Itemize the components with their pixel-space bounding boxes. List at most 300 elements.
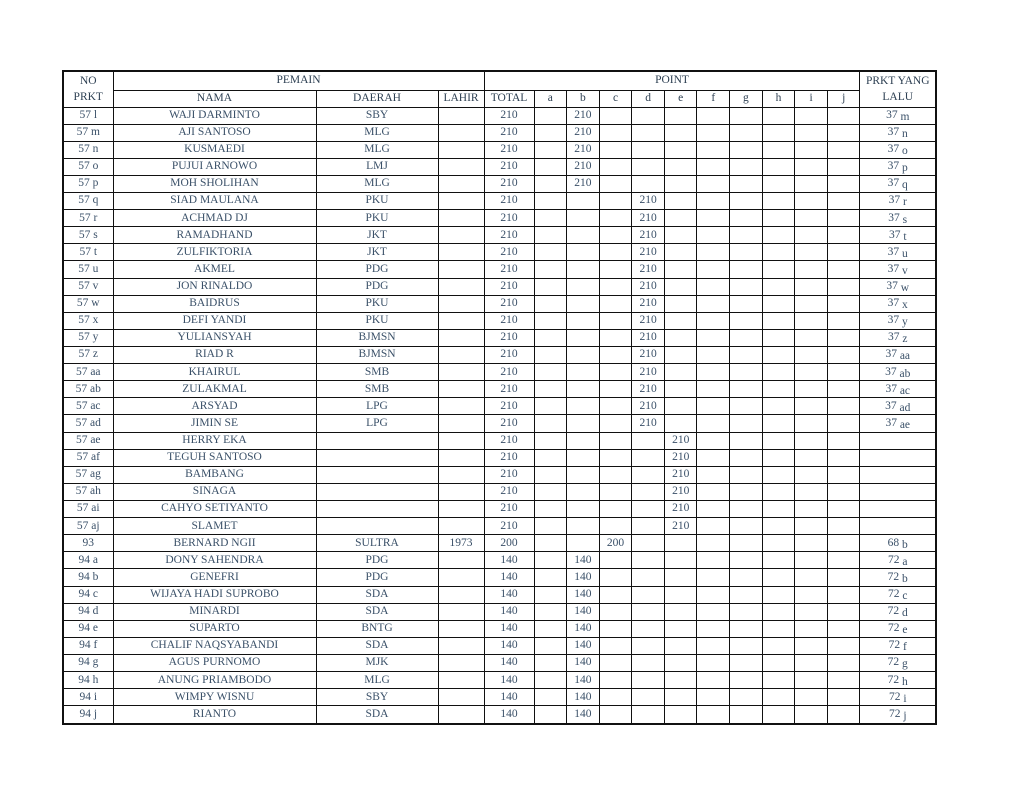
cell-no-prkt: 57 x bbox=[63, 312, 113, 329]
cell-lahir bbox=[438, 637, 484, 654]
prkt-lalu-letter: r bbox=[903, 196, 907, 209]
table-row bbox=[63, 347, 936, 364]
cell-point-g bbox=[730, 227, 763, 244]
table-row bbox=[63, 449, 936, 466]
cell-total: 210 bbox=[484, 432, 534, 449]
cell-daerah bbox=[316, 483, 438, 500]
cell-point-c bbox=[599, 329, 632, 346]
cell-point-b bbox=[567, 193, 600, 210]
cell-point-e bbox=[664, 672, 697, 689]
cell-point-e bbox=[664, 193, 697, 210]
cell-point-c bbox=[599, 175, 632, 192]
cell-point-h bbox=[762, 706, 795, 724]
cell-lahir: 1973 bbox=[438, 535, 484, 552]
cell-point-h bbox=[762, 466, 795, 483]
cell-point-i bbox=[795, 141, 828, 158]
cell-total: 210 bbox=[484, 398, 534, 415]
cell-point-j bbox=[827, 175, 860, 192]
prkt-lalu-letter: b bbox=[902, 538, 908, 551]
cell-total: 210 bbox=[484, 210, 534, 227]
cell-daerah bbox=[316, 432, 438, 449]
cell-point-a bbox=[534, 706, 567, 724]
cell-point-c bbox=[599, 672, 632, 689]
cell-point-b: 140 bbox=[567, 706, 600, 724]
cell-point-j bbox=[827, 364, 860, 381]
cell-point-a bbox=[534, 398, 567, 415]
cell-point-c bbox=[599, 364, 632, 381]
cell-point-f bbox=[697, 158, 730, 175]
cell-point-a bbox=[534, 449, 567, 466]
table-row bbox=[63, 381, 936, 398]
col-header-point-a: a bbox=[534, 90, 567, 107]
table-row bbox=[63, 124, 936, 141]
cell-prkt-yang-lalu: 37 w bbox=[860, 278, 936, 295]
table-row bbox=[63, 175, 936, 192]
cell-prkt-yang-lalu: 72 e bbox=[860, 620, 936, 637]
col-header-point-b: b bbox=[567, 90, 600, 107]
cell-point-e bbox=[664, 552, 697, 569]
cell-daerah: PDG bbox=[316, 552, 438, 569]
cell-point-c bbox=[599, 569, 632, 586]
cell-point-i bbox=[795, 244, 828, 261]
cell-no-prkt: 57 ah bbox=[63, 483, 113, 500]
cell-point-c bbox=[599, 312, 632, 329]
cell-point-a bbox=[534, 261, 567, 278]
col-header-prkt-yang-lalu bbox=[860, 71, 936, 107]
prkt-lalu-letter: w bbox=[900, 282, 910, 295]
document-sheet bbox=[62, 70, 937, 725]
cell-point-f bbox=[697, 432, 730, 449]
cell-point-h bbox=[762, 124, 795, 141]
cell-lahir bbox=[438, 107, 484, 124]
cell-point-g bbox=[730, 141, 763, 158]
cell-point-h bbox=[762, 518, 795, 535]
cell-point-f bbox=[697, 466, 730, 483]
table-row bbox=[63, 655, 936, 672]
table-row bbox=[63, 244, 936, 261]
cell-point-e bbox=[664, 586, 697, 603]
cell-point-b bbox=[567, 278, 600, 295]
cell-point-h bbox=[762, 603, 795, 620]
cell-point-f bbox=[697, 483, 730, 500]
cell-point-h bbox=[762, 672, 795, 689]
cell-point-j bbox=[827, 124, 860, 141]
cell-prkt-yang-lalu: 37 ae bbox=[860, 415, 936, 432]
cell-point-h bbox=[762, 227, 795, 244]
cell-point-f bbox=[697, 107, 730, 124]
table-row bbox=[63, 603, 936, 620]
cell-total: 140 bbox=[484, 637, 534, 654]
cell-no-prkt: 57 o bbox=[63, 158, 113, 175]
cell-point-d: 210 bbox=[632, 261, 665, 278]
cell-point-e: 210 bbox=[664, 518, 697, 535]
cell-point-g bbox=[730, 175, 763, 192]
cell-nama: PUJUI ARNOWO bbox=[113, 158, 316, 175]
cell-point-e bbox=[664, 347, 697, 364]
col-header-no-prkt-line1: NO bbox=[79, 75, 97, 88]
cell-point-e bbox=[664, 398, 697, 415]
cell-point-d bbox=[632, 706, 665, 724]
cell-point-h bbox=[762, 586, 795, 603]
cell-point-a bbox=[534, 295, 567, 312]
cell-point-g bbox=[730, 586, 763, 603]
cell-point-f bbox=[697, 329, 730, 346]
cell-point-j bbox=[827, 312, 860, 329]
cell-no-prkt: 94 d bbox=[63, 603, 113, 620]
cell-point-e bbox=[664, 261, 697, 278]
cell-lahir bbox=[438, 210, 484, 227]
cell-daerah: MLG bbox=[316, 124, 438, 141]
cell-prkt-yang-lalu bbox=[860, 466, 936, 483]
cell-point-b: 140 bbox=[567, 586, 600, 603]
cell-point-j bbox=[827, 569, 860, 586]
cell-point-e bbox=[664, 381, 697, 398]
cell-point-j bbox=[827, 347, 860, 364]
col-header-point-f: f bbox=[697, 90, 730, 107]
cell-lahir bbox=[438, 586, 484, 603]
cell-prkt-yang-lalu: 72 d bbox=[860, 603, 936, 620]
col-header-pemain: PEMAIN bbox=[113, 71, 484, 90]
cell-point-c bbox=[599, 552, 632, 569]
cell-total: 140 bbox=[484, 620, 534, 637]
cell-daerah bbox=[316, 449, 438, 466]
cell-nama: CAHYO SETIYANTO bbox=[113, 501, 316, 518]
cell-total: 140 bbox=[484, 552, 534, 569]
table-row bbox=[63, 706, 936, 724]
cell-point-e: 210 bbox=[664, 501, 697, 518]
cell-prkt-yang-lalu: 37 p bbox=[860, 158, 936, 175]
ranking-table bbox=[62, 70, 937, 725]
cell-point-e bbox=[664, 569, 697, 586]
cell-point-h bbox=[762, 432, 795, 449]
cell-point-d bbox=[632, 603, 665, 620]
cell-daerah: PKU bbox=[316, 193, 438, 210]
cell-point-e bbox=[664, 637, 697, 654]
cell-point-j bbox=[827, 210, 860, 227]
prkt-lalu-letter: a bbox=[902, 555, 908, 568]
cell-nama: GENEFRI bbox=[113, 569, 316, 586]
col-header-point-g: g bbox=[730, 90, 763, 107]
cell-point-j bbox=[827, 672, 860, 689]
cell-point-f bbox=[697, 312, 730, 329]
cell-nama: KUSMAEDI bbox=[113, 141, 316, 158]
cell-point-g bbox=[730, 449, 763, 466]
cell-no-prkt: 57 z bbox=[63, 347, 113, 364]
cell-point-i bbox=[795, 569, 828, 586]
cell-point-b: 140 bbox=[567, 569, 600, 586]
cell-point-g bbox=[730, 432, 763, 449]
cell-point-f bbox=[697, 398, 730, 415]
cell-point-g bbox=[730, 124, 763, 141]
cell-point-c bbox=[599, 620, 632, 637]
cell-point-i bbox=[795, 124, 828, 141]
cell-nama: JON RINALDO bbox=[113, 278, 316, 295]
cell-point-e bbox=[664, 535, 697, 552]
cell-point-e bbox=[664, 706, 697, 724]
cell-point-g bbox=[730, 655, 763, 672]
cell-point-g bbox=[730, 278, 763, 295]
cell-point-g bbox=[730, 706, 763, 724]
cell-nama: SUPARTO bbox=[113, 620, 316, 637]
cell-point-h bbox=[762, 637, 795, 654]
prkt-lalu-letter: n bbox=[902, 128, 908, 141]
cell-point-h bbox=[762, 569, 795, 586]
cell-lahir bbox=[438, 569, 484, 586]
cell-nama: ARSYAD bbox=[113, 398, 316, 415]
cell-point-g bbox=[730, 415, 763, 432]
cell-point-i bbox=[795, 586, 828, 603]
cell-point-a bbox=[534, 483, 567, 500]
cell-no-prkt: 57 ai bbox=[63, 501, 113, 518]
cell-point-b bbox=[567, 415, 600, 432]
cell-point-i bbox=[795, 483, 828, 500]
cell-nama: CHALIF NAQSYABANDI bbox=[113, 637, 316, 654]
cell-daerah: PKU bbox=[316, 312, 438, 329]
cell-no-prkt: 94 g bbox=[63, 655, 113, 672]
cell-point-a bbox=[534, 552, 567, 569]
cell-prkt-yang-lalu: 72 j bbox=[860, 706, 936, 724]
cell-point-e bbox=[664, 227, 697, 244]
cell-point-b bbox=[567, 364, 600, 381]
cell-total: 210 bbox=[484, 158, 534, 175]
cell-point-j bbox=[827, 193, 860, 210]
cell-point-c bbox=[599, 107, 632, 124]
cell-point-a bbox=[534, 193, 567, 210]
col-header-no-prkt-line2: PRKT bbox=[73, 91, 103, 104]
table-row bbox=[63, 312, 936, 329]
cell-point-b bbox=[567, 347, 600, 364]
cell-point-e bbox=[664, 141, 697, 158]
cell-total: 210 bbox=[484, 483, 534, 500]
cell-point-d bbox=[632, 158, 665, 175]
cell-lahir bbox=[438, 655, 484, 672]
cell-point-i bbox=[795, 535, 828, 552]
cell-point-c bbox=[599, 483, 632, 500]
cell-nama: KHAIRUL bbox=[113, 364, 316, 381]
cell-point-g bbox=[730, 689, 763, 706]
cell-nama: MOH SHOLIHAN bbox=[113, 175, 316, 192]
cell-point-i bbox=[795, 706, 828, 724]
cell-point-i bbox=[795, 603, 828, 620]
cell-point-d: 210 bbox=[632, 329, 665, 346]
cell-point-c bbox=[599, 278, 632, 295]
cell-no-prkt: 57 r bbox=[63, 210, 113, 227]
prkt-lalu-letter: c bbox=[902, 590, 908, 602]
cell-prkt-yang-lalu: 37 y bbox=[860, 312, 936, 329]
cell-daerah: JKT bbox=[316, 244, 438, 261]
table-row bbox=[63, 689, 936, 706]
cell-daerah bbox=[316, 501, 438, 518]
cell-point-c bbox=[599, 586, 632, 603]
cell-point-h bbox=[762, 107, 795, 124]
cell-total: 210 bbox=[484, 261, 534, 278]
cell-point-f bbox=[697, 689, 730, 706]
cell-total: 210 bbox=[484, 449, 534, 466]
cell-point-d bbox=[632, 552, 665, 569]
cell-point-j bbox=[827, 689, 860, 706]
cell-point-i bbox=[795, 689, 828, 706]
cell-point-f bbox=[697, 518, 730, 535]
col-header-point-c: c bbox=[599, 90, 632, 107]
cell-nama: AKMEL bbox=[113, 261, 316, 278]
cell-point-c bbox=[599, 706, 632, 724]
cell-prkt-yang-lalu bbox=[860, 501, 936, 518]
cell-point-i bbox=[795, 175, 828, 192]
cell-daerah: PDG bbox=[316, 569, 438, 586]
cell-nama: HERRY EKA bbox=[113, 432, 316, 449]
cell-point-e: 210 bbox=[664, 449, 697, 466]
cell-no-prkt: 57 ag bbox=[63, 466, 113, 483]
cell-point-a bbox=[534, 415, 567, 432]
table-row bbox=[63, 415, 936, 432]
cell-point-e bbox=[664, 655, 697, 672]
cell-point-f bbox=[697, 210, 730, 227]
cell-point-d: 210 bbox=[632, 364, 665, 381]
cell-no-prkt: 57 s bbox=[63, 227, 113, 244]
cell-point-f bbox=[697, 552, 730, 569]
cell-point-b: 210 bbox=[567, 175, 600, 192]
cell-nama: ACHMAD DJ bbox=[113, 210, 316, 227]
cell-point-i bbox=[795, 210, 828, 227]
cell-point-g bbox=[730, 381, 763, 398]
cell-point-a bbox=[534, 689, 567, 706]
cell-point-h bbox=[762, 689, 795, 706]
cell-point-j bbox=[827, 586, 860, 603]
cell-daerah: JKT bbox=[316, 227, 438, 244]
cell-point-h bbox=[762, 193, 795, 210]
cell-point-f bbox=[697, 603, 730, 620]
cell-point-d bbox=[632, 569, 665, 586]
cell-point-d bbox=[632, 175, 665, 192]
cell-nama: AJI SANTOSO bbox=[113, 124, 316, 141]
table-body bbox=[63, 107, 936, 724]
cell-point-j bbox=[827, 637, 860, 654]
cell-point-d: 210 bbox=[632, 244, 665, 261]
cell-daerah: BNTG bbox=[316, 620, 438, 637]
prkt-lalu-letter: x bbox=[902, 299, 908, 312]
cell-point-j bbox=[827, 261, 860, 278]
table-row bbox=[63, 586, 936, 603]
cell-daerah: BJMSN bbox=[316, 329, 438, 346]
cell-daerah: SULTRA bbox=[316, 535, 438, 552]
cell-point-g bbox=[730, 501, 763, 518]
cell-point-j bbox=[827, 295, 860, 312]
cell-prkt-yang-lalu bbox=[860, 518, 936, 535]
cell-point-h bbox=[762, 158, 795, 175]
cell-point-c bbox=[599, 261, 632, 278]
cell-lahir bbox=[438, 278, 484, 295]
cell-point-h bbox=[762, 364, 795, 381]
cell-point-b bbox=[567, 535, 600, 552]
cell-point-g bbox=[730, 210, 763, 227]
cell-lahir bbox=[438, 398, 484, 415]
cell-nama: RIAD R bbox=[113, 347, 316, 364]
cell-daerah: SMB bbox=[316, 381, 438, 398]
cell-point-i bbox=[795, 415, 828, 432]
cell-daerah: PDG bbox=[316, 261, 438, 278]
cell-point-f bbox=[697, 175, 730, 192]
cell-point-g bbox=[730, 347, 763, 364]
cell-point-b: 210 bbox=[567, 158, 600, 175]
cell-point-c bbox=[599, 415, 632, 432]
cell-point-g bbox=[730, 364, 763, 381]
cell-point-a bbox=[534, 535, 567, 552]
cell-no-prkt: 57 m bbox=[63, 124, 113, 141]
col-header-total: TOTAL bbox=[484, 90, 534, 107]
cell-nama: WAJI DARMINTO bbox=[113, 107, 316, 124]
prkt-lalu-letter: b bbox=[902, 572, 908, 585]
cell-point-i bbox=[795, 655, 828, 672]
cell-nama: RIANTO bbox=[113, 706, 316, 724]
cell-point-c bbox=[599, 603, 632, 620]
cell-point-c bbox=[599, 398, 632, 415]
cell-point-h bbox=[762, 620, 795, 637]
cell-point-h bbox=[762, 347, 795, 364]
cell-nama: ANUNG PRIAMBODO bbox=[113, 672, 316, 689]
cell-point-b bbox=[567, 398, 600, 415]
cell-point-i bbox=[795, 227, 828, 244]
cell-point-g bbox=[730, 295, 763, 312]
cell-daerah: PKU bbox=[316, 295, 438, 312]
cell-point-f bbox=[697, 706, 730, 724]
cell-point-f bbox=[697, 244, 730, 261]
cell-nama: WIMPY WISNU bbox=[113, 689, 316, 706]
cell-nama: ZULAKMAL bbox=[113, 381, 316, 398]
cell-point-g bbox=[730, 193, 763, 210]
cell-point-i bbox=[795, 347, 828, 364]
cell-point-d bbox=[632, 672, 665, 689]
table-row bbox=[63, 466, 936, 483]
cell-point-c bbox=[599, 295, 632, 312]
cell-point-d bbox=[632, 620, 665, 637]
table-row bbox=[63, 398, 936, 415]
cell-point-g bbox=[730, 672, 763, 689]
cell-prkt-yang-lalu: 37 ac bbox=[860, 381, 936, 398]
col-header-prkt-yang-lalu-line1: PRKT YANG bbox=[865, 75, 930, 88]
cell-point-e: 210 bbox=[664, 466, 697, 483]
cell-point-e bbox=[664, 107, 697, 124]
cell-point-e bbox=[664, 312, 697, 329]
cell-lahir bbox=[438, 227, 484, 244]
cell-point-c bbox=[599, 381, 632, 398]
cell-prkt-yang-lalu: 37 ad bbox=[860, 398, 936, 415]
prkt-lalu-letter: ae bbox=[899, 418, 911, 431]
prkt-lalu-letter: v bbox=[902, 264, 908, 277]
table-row bbox=[63, 107, 936, 124]
col-header-point-j: j bbox=[827, 90, 860, 107]
table-row bbox=[63, 637, 936, 654]
cell-point-j bbox=[827, 329, 860, 346]
prkt-lalu-letter: z bbox=[902, 333, 908, 346]
cell-point-a bbox=[534, 312, 567, 329]
cell-point-h bbox=[762, 278, 795, 295]
cell-no-prkt: 57 t bbox=[63, 244, 113, 261]
cell-lahir bbox=[438, 124, 484, 141]
cell-lahir bbox=[438, 193, 484, 210]
cell-point-h bbox=[762, 210, 795, 227]
cell-point-b bbox=[567, 432, 600, 449]
cell-point-h bbox=[762, 329, 795, 346]
cell-no-prkt: 94 h bbox=[63, 672, 113, 689]
cell-point-j bbox=[827, 141, 860, 158]
cell-point-a bbox=[534, 278, 567, 295]
cell-nama: ZULFIKTORIA bbox=[113, 244, 316, 261]
prkt-lalu-letter: s bbox=[902, 213, 908, 226]
cell-prkt-yang-lalu: 72 i bbox=[860, 689, 936, 706]
cell-point-d bbox=[632, 535, 665, 552]
cell-point-g bbox=[730, 466, 763, 483]
cell-point-h bbox=[762, 312, 795, 329]
